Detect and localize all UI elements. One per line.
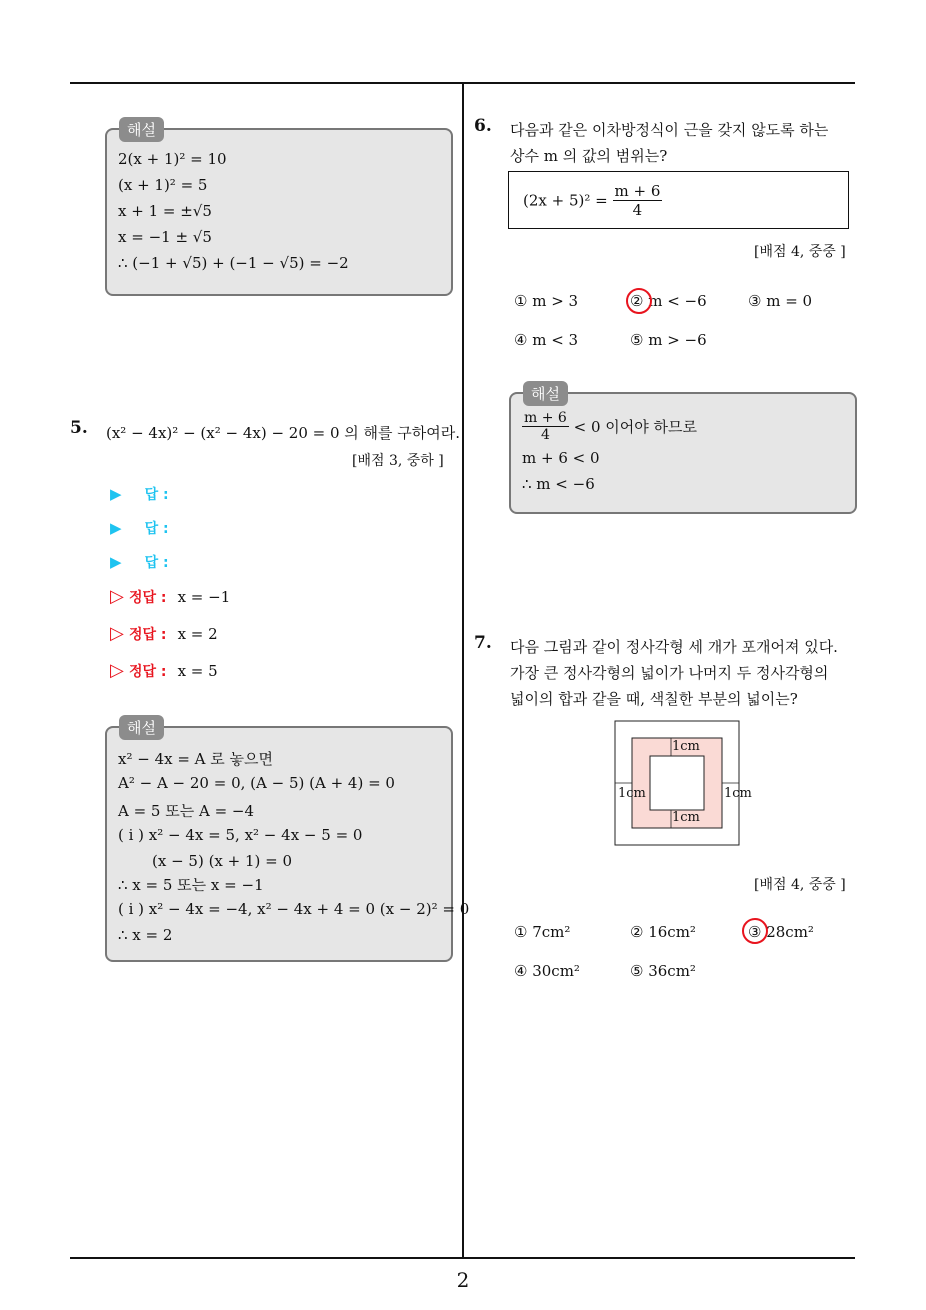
correct-label: 정답 : bbox=[128, 590, 167, 606]
q5-correct-row-3 bbox=[110, 660, 218, 681]
q7-selected-mark bbox=[742, 918, 768, 944]
q7-number: 7. bbox=[474, 633, 492, 653]
q4-expl-line-2: (x + 1)² = 5 bbox=[118, 176, 208, 194]
q6-text-line-2: 상수 m 의 값의 범위는? bbox=[510, 147, 668, 165]
answer-arrow-icon: ▶ bbox=[110, 485, 122, 503]
q6-expl-fraction bbox=[522, 410, 569, 443]
q5-correct-row-1 bbox=[110, 586, 230, 607]
q4-explanation-tab: 해설 bbox=[119, 117, 164, 142]
answer-label: 답 : bbox=[144, 487, 169, 503]
small-square bbox=[650, 756, 704, 810]
q5-number: 5. bbox=[70, 418, 88, 438]
q5-expl-line-1: x² − 4x = A 로 놓으면 bbox=[118, 750, 274, 768]
column-divider bbox=[462, 82, 464, 1258]
q6-option-5[interactable]: ⑤ m > −6 bbox=[630, 331, 707, 349]
q5-expl-line-8: ∴ x = 2 bbox=[118, 926, 173, 944]
correct-label: 정답 : bbox=[128, 664, 167, 680]
q6-option-2[interactable]: ② m < −6 bbox=[630, 292, 707, 310]
correct-value: x = 2 bbox=[177, 625, 218, 643]
q6-equation-fraction bbox=[613, 182, 663, 219]
q5-expl-line-4: ( i ) x² − 4x = 5, x² − 4x − 5 = 0 bbox=[118, 826, 363, 844]
q7-label-left: 1cm bbox=[618, 786, 646, 801]
q6-expl-numerator: m + 6 bbox=[524, 410, 567, 426]
q4-expl-line-1: 2(x + 1)² = 10 bbox=[118, 150, 227, 168]
correct-value: x = −1 bbox=[177, 588, 231, 606]
q5-text: (x² − 4x)² − (x² − 4x) − 20 = 0 의 해를 구하여라. bbox=[106, 424, 461, 442]
q6-option-3[interactable]: ③ m = 0 bbox=[748, 292, 813, 310]
q7-option-5[interactable]: ⑤ 36cm² bbox=[630, 962, 696, 980]
q5-answer-row-3[interactable] bbox=[110, 552, 169, 572]
q5-explanation-tab: 해설 bbox=[119, 715, 164, 740]
q5-expl-line-7: ( i ) x² − 4x = −4, x² − 4x + 4 = 0 (x − 2)² = 0 bbox=[118, 900, 470, 918]
q6-equation-box bbox=[508, 171, 849, 229]
answer-arrow-icon: ▶ bbox=[110, 519, 122, 537]
q6-expl-line-1 bbox=[522, 410, 697, 443]
q4-expl-line-5: ∴ (−1 + √5) + (−1 − √5) = −2 bbox=[118, 254, 349, 272]
q7-label-right: 1cm bbox=[724, 786, 752, 801]
q6-expl-denominator: 4 bbox=[540, 427, 550, 443]
correct-arrow-icon: ▷ bbox=[110, 660, 124, 681]
q7-label-bottom: 1cm bbox=[672, 810, 700, 825]
q6-expl-line-3: ∴ m < −6 bbox=[522, 475, 595, 493]
q6-equation-denominator: 4 bbox=[632, 201, 643, 219]
q6-explanation-tab: 해설 bbox=[523, 381, 568, 406]
answer-label: 답 : bbox=[144, 521, 169, 537]
answer-label: 답 : bbox=[144, 555, 169, 571]
q4-expl-line-3: x + 1 = ±√5 bbox=[118, 202, 212, 220]
q7-option-4[interactable]: ④ 30cm² bbox=[514, 962, 580, 980]
q5-answer-row-1[interactable] bbox=[110, 484, 169, 504]
q7-option-2[interactable]: ② 16cm² bbox=[630, 923, 696, 941]
q5-expl-line-6: ∴ x = 5 또는 x = −1 bbox=[118, 876, 264, 894]
correct-label: 정답 : bbox=[128, 627, 167, 643]
q7-text-line-1: 다음 그림과 같이 정사각형 세 개가 포개어져 있다. bbox=[510, 638, 838, 656]
q6-expl-line-1-rest: < 0 이어야 하므로 bbox=[573, 418, 697, 436]
q7-label-top: 1cm bbox=[672, 739, 700, 754]
q6-selected-mark bbox=[626, 288, 652, 314]
q6-equation bbox=[523, 182, 662, 219]
q7-option-3[interactable]: ③ 28cm² bbox=[748, 923, 814, 941]
q6-number: 6. bbox=[474, 116, 492, 136]
page-number: 2 bbox=[456, 1268, 470, 1292]
q5-score: [배점 3, 중하 ] bbox=[352, 453, 444, 469]
q5-answer-row-2[interactable] bbox=[110, 518, 169, 538]
q6-option-4[interactable]: ④ m < 3 bbox=[514, 331, 579, 349]
q7-text-line-2: 가장 큰 정사각형의 넓이가 나머지 두 정사각형의 bbox=[510, 664, 829, 682]
q5-expl-line-2: A² − A − 20 = 0, (A − 5) (A + 4) = 0 bbox=[118, 774, 395, 792]
correct-value: x = 5 bbox=[177, 662, 218, 680]
q6-option-1[interactable]: ① m > 3 bbox=[514, 292, 579, 310]
q4-expl-line-4: x = −1 ± √5 bbox=[118, 228, 212, 246]
q5-expl-line-3: A = 5 또는 A = −4 bbox=[118, 802, 255, 820]
q6-equation-numerator: m + 6 bbox=[614, 182, 661, 200]
bottom-rule bbox=[70, 1257, 855, 1259]
q5-expl-line-5: (x − 5) (x + 1) = 0 bbox=[152, 852, 293, 870]
q7-text-line-3: 넓이의 합과 같을 때, 색칠한 부분의 넓이는? bbox=[510, 690, 798, 708]
q6-score: [배점 4, 중중 ] bbox=[754, 244, 846, 260]
q7-score: [배점 4, 중중 ] bbox=[754, 877, 846, 893]
answer-arrow-icon: ▶ bbox=[110, 553, 122, 571]
q7-option-1[interactable]: ① 7cm² bbox=[514, 923, 571, 941]
q6-expl-line-2: m + 6 < 0 bbox=[522, 449, 600, 467]
q6-equation-left: (2x + 5)² = bbox=[523, 191, 608, 210]
q6-text-line-1: 다음과 같은 이차방정식이 근을 갖지 않도록 하는 bbox=[510, 121, 829, 139]
correct-arrow-icon: ▷ bbox=[110, 623, 124, 644]
q5-correct-row-2 bbox=[110, 623, 218, 644]
correct-arrow-icon: ▷ bbox=[110, 586, 124, 607]
